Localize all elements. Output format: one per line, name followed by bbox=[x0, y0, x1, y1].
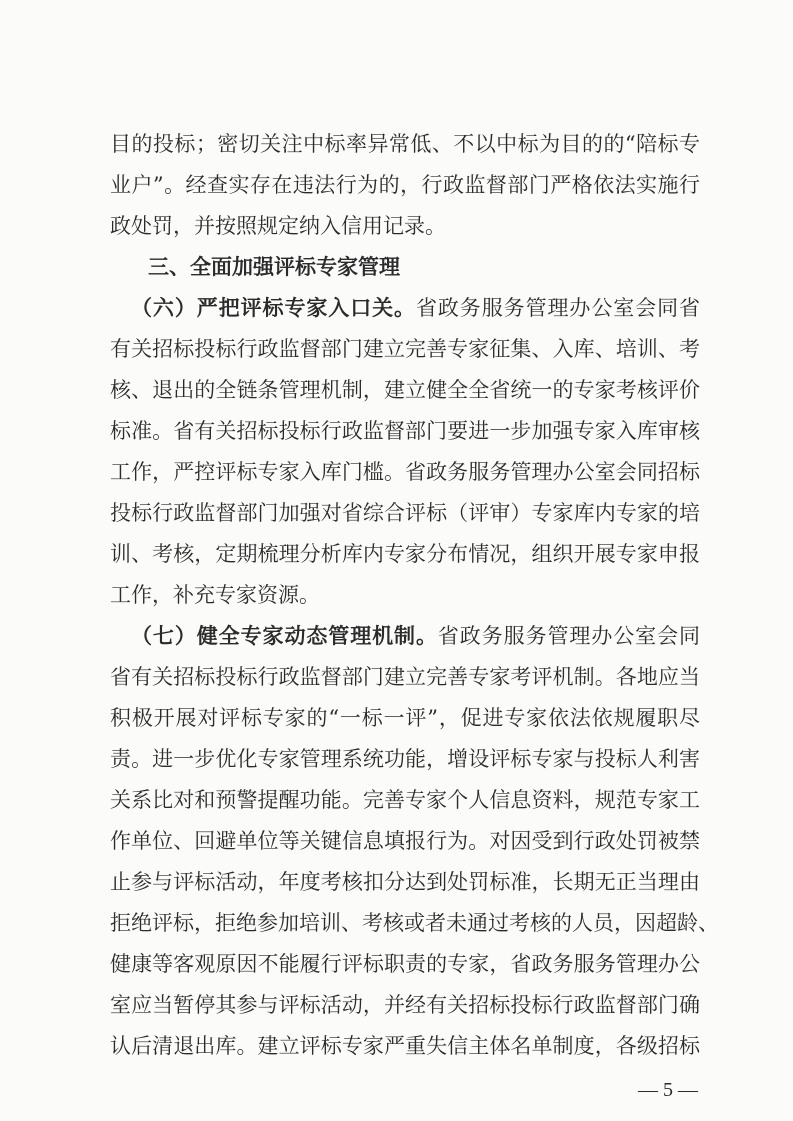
body-line: 积极开展对评标专家的“一标一评”，促进专家依法依规履职尽 bbox=[110, 706, 700, 730]
paragraph-text: 省政务服务管理办公室会同 bbox=[437, 624, 701, 648]
body-line: 省有关招标投标行政监督部门建立完善专家考评机制。各地应当 bbox=[110, 665, 700, 689]
body-line: 止参与评标活动，年度考核扣分达到处罚标准，长期无正当理由 bbox=[110, 870, 700, 894]
body-line: 目的投标；密切关注中标率异常低、不以中标为目的的“陪标专 bbox=[110, 132, 700, 156]
page-number: — 5 — bbox=[638, 1079, 698, 1101]
body-line: 训、考核，定期梳理分析库内专家分布情况，组织开展专家申报 bbox=[110, 542, 700, 566]
section-heading: 三、全面加强评标专家管理 bbox=[148, 255, 400, 279]
body-line: 工作，严控评标专家入库门槛。省政务服务管理办公室会同招标 bbox=[110, 460, 700, 484]
body-line: 有关招标投标行政监督部门建立完善专家征集、入库、培训、考 bbox=[110, 337, 700, 361]
body-line: 政处罚，并按照规定纳入信用记录。 bbox=[110, 214, 446, 238]
body-line: 健康等客观原因不能履行评标职责的专家，省政务服务管理办公 bbox=[110, 952, 700, 976]
body-line: 标准。省有关招标投标行政监督部门要进一步加强专家入库审核 bbox=[110, 419, 700, 443]
body-line: 核、退出的全链条管理机制，建立健全全省统一的专家考核评价 bbox=[110, 378, 700, 402]
paragraph-lead: （六）严把评标专家入口关。 bbox=[131, 296, 416, 320]
body-line: 作单位、回避单位等关键信息填报行为。对因受到行政处罚被禁 bbox=[110, 829, 700, 853]
body-line: 工作，补充专家资源。 bbox=[110, 583, 320, 607]
paragraph-lead: （七）健全专家动态管理机制。 bbox=[131, 624, 438, 648]
body-line: 关系比对和预警提醒功能。完善专家个人信息资料，规范专家工 bbox=[110, 788, 700, 812]
body-line: 业户”。经查实存在违法行为的，行政监督部门严格依法实施行 bbox=[110, 173, 700, 197]
body-line: 投标行政监督部门加强对省综合评标（评审）专家库内专家的培 bbox=[110, 501, 700, 525]
body-line: 责。进一步优化专家管理系统功能，增设评标专家与投标人利害 bbox=[110, 747, 700, 771]
paragraph-text: 省政务服务管理办公室会同省 bbox=[415, 296, 701, 320]
body-line: 拒绝评标，拒绝参加培训、考核或者未通过考核的人员，因超龄、 bbox=[110, 911, 719, 935]
paragraph-first-line bbox=[131, 623, 700, 649]
body-line: 认后清退出库。建立评标专家严重失信主体名单制度，各级招标 bbox=[110, 1034, 700, 1058]
body-line: 室应当暂停其参与评标活动，并经有关招标投标行政监督部门确 bbox=[110, 993, 700, 1017]
paragraph-first-line bbox=[131, 295, 700, 321]
